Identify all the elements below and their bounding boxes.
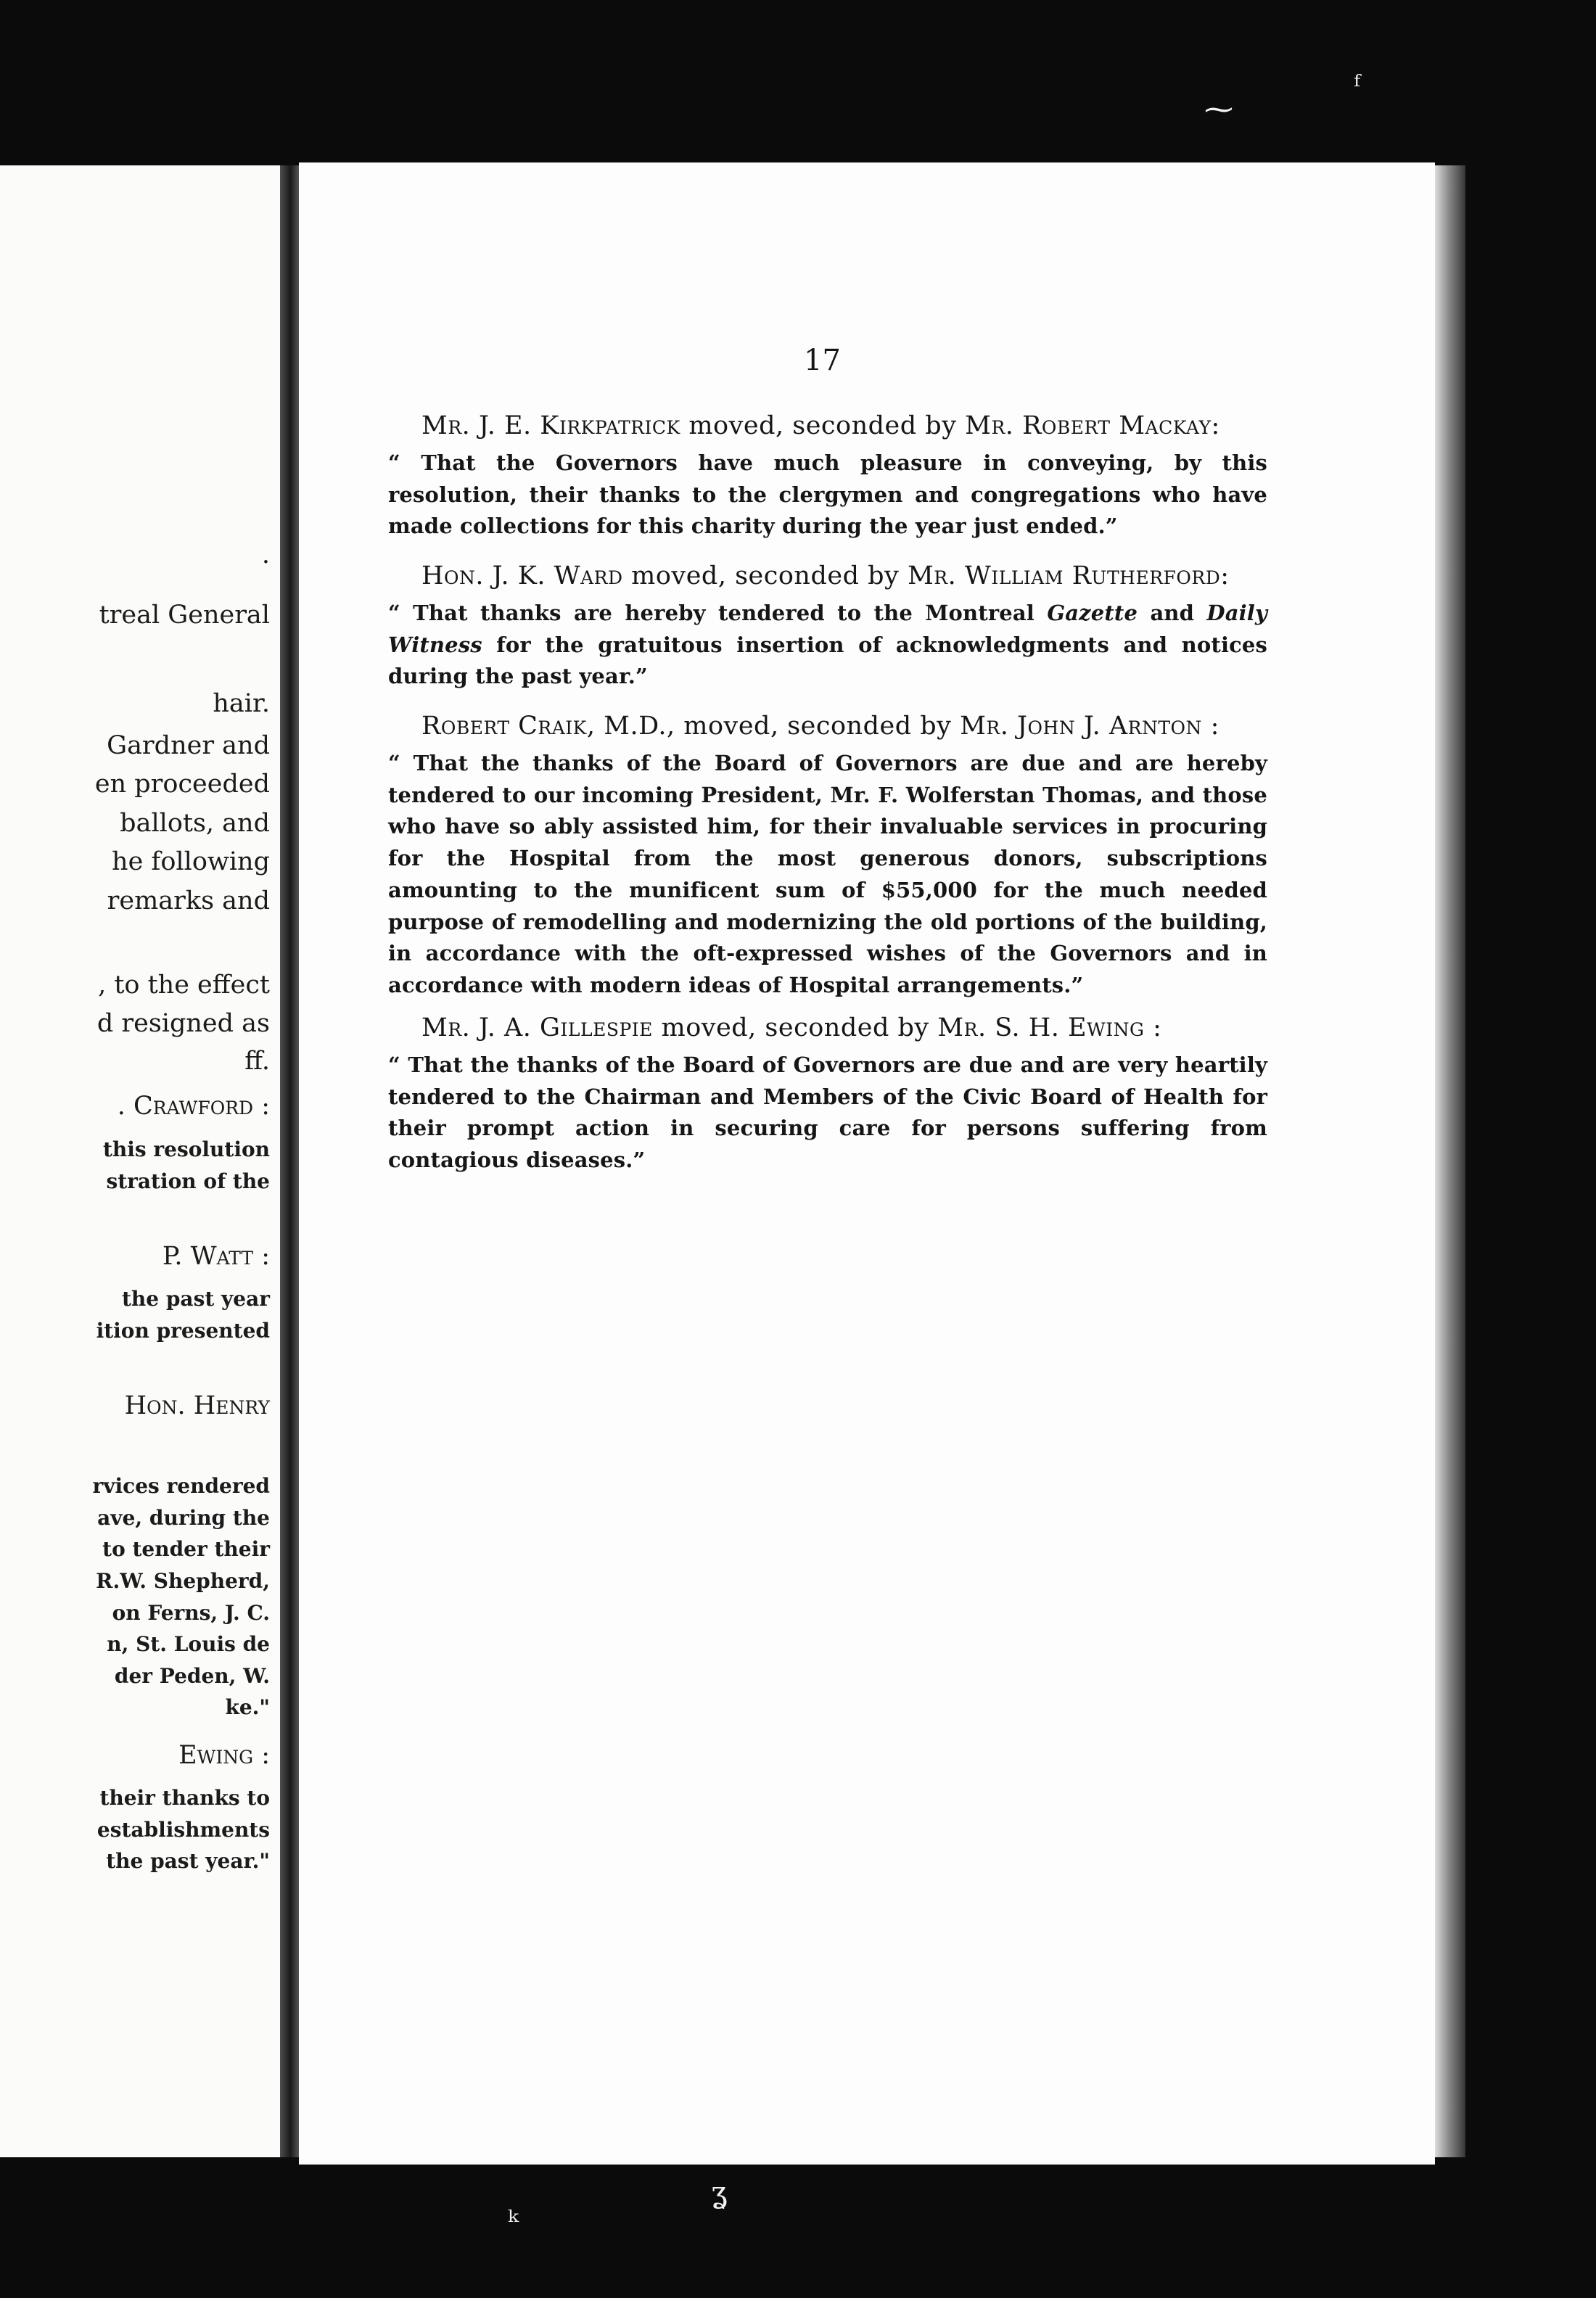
left-page-text-fragment: en proceeded — [94, 770, 270, 799]
resolution-text-part: for the gratuitous insertion of acknowledgments and notices during the past year.” — [388, 632, 1267, 689]
left-page — [0, 165, 280, 2157]
mover-colon: : — [1210, 712, 1219, 741]
mover-title: Mr. — [421, 1013, 471, 1042]
dust-speck: ⁓ — [1204, 93, 1233, 126]
resolution-text — [388, 598, 1267, 693]
mover-line — [388, 411, 1267, 440]
page-edge — [1435, 165, 1465, 2157]
left-page-text-fragment: d resigned as — [96, 1009, 270, 1038]
mover-name: J. E. Kirkpatrick — [478, 411, 680, 440]
resolution-text-part: “ That the Governors have much pleasure in conveying, by this resolution, their thanks to the clergymen and congregations who have made collections for this charity during the year just ended.” — [388, 450, 1267, 539]
left-page-text-fragment: n, St. Louis de — [107, 1632, 270, 1656]
mover-name: J. A. Gillespie — [478, 1013, 653, 1042]
mover-colon: : — [1211, 411, 1220, 440]
seconder-name: S. H. Ewing — [995, 1013, 1145, 1042]
left-page-text-fragment: stration of the — [106, 1169, 270, 1193]
left-page-text-fragment: ballots, and — [120, 809, 270, 838]
left-page-text-fragment: P. Watt : — [162, 1242, 270, 1271]
mover-title: Mr. — [421, 411, 471, 440]
seconder-title: Mr. — [937, 1013, 987, 1042]
mover-colon: : — [1220, 561, 1230, 590]
dust-speck: ᶠ — [1354, 70, 1360, 103]
left-page-text-fragment: Gardner and — [107, 731, 270, 760]
left-page-text-fragment: . Crawford : — [117, 1092, 270, 1121]
resolution-entry — [388, 411, 1267, 543]
left-page-text-fragment: establishments — [96, 1818, 270, 1842]
left-page-text-fragment: ition presented — [96, 1319, 270, 1343]
left-page-text-fragment: to tender their — [102, 1537, 270, 1561]
resolution-text-part: “ That the thanks of the Board of Governors are due and are hereby tendered to our incoming President, Mr. F. Wolferstan Thomas, and those who have so ably assisted him, for their invaluable services in procuring for the Hospital from the most generous donors, subscriptions amounting to the munificent sum of $55,000 for the much needed purpose of remodelling and modernizing the old portions of the building, in accordance with the oft-expressed wishes of the Governors and in accordance with modern ideas of Hospital arrangements.” — [388, 751, 1267, 997]
mover-middle: moved, seconded by — [661, 1013, 929, 1042]
left-page-text-fragment: on Ferns, J. C. — [112, 1601, 270, 1625]
left-page-text-fragment: rvices rendered — [92, 1474, 270, 1498]
left-page-text-fragment: Hon. Henry — [124, 1391, 270, 1420]
mover-line — [388, 1013, 1267, 1042]
seconder-name: John J. Arnton — [1017, 712, 1202, 741]
resolution-entry — [388, 712, 1267, 1002]
mover-title: Hon. — [421, 561, 485, 590]
newspaper-name: Gazette — [1047, 601, 1138, 625]
left-page-text-fragment: R.W. Shepherd, — [96, 1569, 270, 1593]
left-page-text-fragment: treal General — [99, 601, 270, 630]
mover-name: J. K. Ward — [492, 561, 623, 590]
mover-name: Robert Craik, M.D., — [421, 712, 675, 741]
left-page-text-fragment: their thanks to — [99, 1786, 270, 1810]
mover-line — [388, 712, 1267, 741]
page-number: 17 — [804, 344, 841, 377]
resolution-text-part: and — [1138, 601, 1207, 625]
left-page-text-fragment: he following — [112, 847, 270, 876]
mover-middle: moved, seconded by — [683, 712, 952, 741]
seconder-title: Mr. — [965, 411, 1014, 440]
left-page-text-fragment: this resolution — [102, 1137, 270, 1161]
seconder-title: Mr. — [960, 712, 1009, 741]
mover-middle: moved, seconded by — [688, 411, 957, 440]
left-page-text-fragment: ave, during the — [97, 1506, 270, 1530]
newspaper-name: Daily Witness — [388, 601, 1267, 657]
left-page-text-fragment: Ewing : — [178, 1741, 270, 1770]
left-page-text-fragment: the past year — [122, 1287, 270, 1311]
resolution-text-part: “ That thanks are hereby tendered to the Montreal — [388, 601, 1048, 625]
seconder-title: Mr. — [907, 561, 957, 590]
mover-middle: moved, seconded by — [631, 561, 900, 590]
resolution-entry — [388, 561, 1267, 693]
resolution-text — [388, 448, 1267, 543]
left-page-text-fragment: der Peden, W. — [114, 1664, 270, 1688]
left-page-text-fragment: ke." — [225, 1695, 270, 1719]
mover-line — [388, 561, 1267, 590]
dust-speck: ʓ — [711, 2176, 728, 2210]
left-page-text-fragment: the past year." — [106, 1849, 270, 1873]
dust-speck: ᵏ — [508, 2205, 519, 2239]
resolution-text — [388, 1050, 1267, 1177]
left-page-text-fragment: remarks and — [107, 886, 270, 915]
seconder-name: Robert Mackay — [1022, 411, 1212, 440]
mover-colon: : — [1153, 1013, 1162, 1042]
left-page-text-fragment: ff. — [244, 1047, 270, 1076]
left-page-text-fragment: hair. — [213, 689, 270, 718]
left-page-text-fragment: . — [261, 540, 270, 569]
resolution-entry — [388, 1013, 1267, 1177]
seconder-name: William Rutherford — [964, 561, 1221, 590]
book-gutter — [280, 165, 299, 2157]
resolution-text-part: “ That the thanks of the Board of Governors are due and are very heartily tendered to the Chairman and Members of the Civic Board of Health for their prompt action in securing care for persons suffering from contagious diseases.” — [388, 1053, 1267, 1173]
left-page-text-fragment: , to the effect — [98, 971, 270, 1000]
resolution-text — [388, 748, 1267, 1002]
